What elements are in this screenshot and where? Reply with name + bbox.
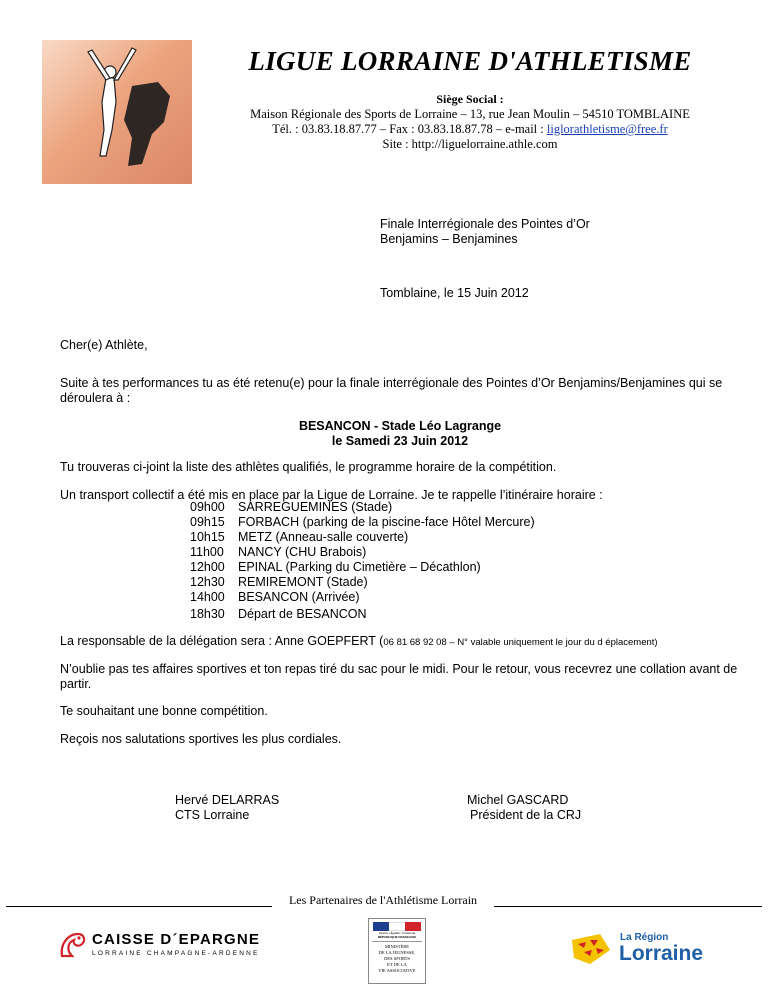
- caisse-name: CAISSE D´EPARGNE: [92, 931, 261, 948]
- schedule-time: 14h00: [190, 590, 225, 604]
- schedule-row: [190, 515, 535, 530]
- org-title: LIGUE LORRAINE D'ATHLETISME: [248, 46, 692, 76]
- reminder-paragraph: N’oublie pas tes affaires sportives et ton repas tiré du sac pour le midi. Pour le retour, vous recevrez une collation avant de partir.: [60, 662, 738, 691]
- footer-divider-left: [6, 906, 272, 907]
- intro-paragraph: Suite à tes performances tu as été retenu(e) pour la finale interrégionale des Pointes d’Or Benjamins/Benjamines qui se déroulera à :: [60, 376, 723, 405]
- attachments-paragraph: Tu trouveras ci-joint la liste des athlètes qualifiés, le programme horaire de la compétition.: [60, 460, 557, 474]
- date-line: Tomblaine, le 15 Juin 2012: [380, 286, 529, 300]
- schedule-place: METZ (Anneau-salle couverte): [238, 530, 409, 544]
- schedule-row: [190, 560, 535, 575]
- region-emblem-icon: [570, 932, 612, 966]
- ministry-logo: [368, 918, 426, 984]
- schedule-time: 09h00: [190, 500, 225, 514]
- transport-intro: Un transport collectif a été mis en place par la Ligue de Lorraine. Je te rappelle l’itinéraire horaire :: [60, 488, 603, 502]
- signature-name: Hervé DELARRAS: [175, 793, 280, 807]
- return-place: Départ de BESANCON: [238, 607, 367, 621]
- signature-role: CTS Lorraine: [175, 808, 250, 822]
- ministry-name: MINISTÈRE DE LA JEUNESSE, DES SPORTS ET DE LA VIE ASSOCIATIVE: [378, 944, 416, 973]
- schedule-place: FORBACH (parking de la piscine-face Hôtel Mercure): [238, 515, 535, 529]
- schedule-place: SARREGUEMINES (Stade): [238, 500, 393, 514]
- contact-prefix: Tél. : 03.83.18.87.77 – Fax : 03.83.18.87.78 – e-mail :: [272, 122, 547, 136]
- schedule-time: 11h00: [190, 545, 224, 559]
- seat-block: [200, 92, 740, 152]
- subject-line-1: Finale Interrégionale des Pointes d’Or: [380, 217, 590, 231]
- caisse-sub: LORRAINE CHAMPAGNE-ARDENNE: [92, 950, 260, 957]
- schedule-time: 09h15: [190, 515, 225, 529]
- email-link[interactable]: liglorathletisme@free.fr: [546, 122, 668, 136]
- delegation-phone-note: 06 81 68 92 08 – N° valable uniquement le jour du d éplacement): [383, 637, 658, 648]
- subject-block: [380, 217, 590, 247]
- signature-right: [467, 793, 581, 823]
- subject-line-2: Benjamins – Benjamines: [380, 232, 518, 246]
- venue-block: [60, 419, 740, 449]
- schedule-place: BESANCON (Arrivée): [238, 590, 360, 604]
- site-line[interactable]: Site : http://liguelorraine.athle.com: [382, 137, 558, 151]
- delegation-text: La responsable de la délégation sera : Anne GOEPFERT (: [60, 634, 384, 648]
- ministry-motto: Liberté • Égalité • Fraternité: [378, 931, 416, 935]
- region-small-label: La Région: [620, 932, 669, 943]
- return-time: 18h30: [190, 607, 225, 621]
- address-line: Maison Régionale des Sports de Lorraine – 13, rue Jean Moulin – 54510 TOMBLAINE: [250, 107, 690, 121]
- signature-name: Michel GASCARD: [467, 793, 569, 807]
- schedule-time: 10h15: [190, 530, 225, 544]
- region-lorraine-logo: [570, 930, 750, 970]
- signature-left: [175, 793, 279, 823]
- schedule-place: REMIREMONT (Stade): [238, 575, 368, 589]
- ministry-republic: RÉPUBLIQUE FRANÇAISE: [377, 935, 416, 939]
- venue-line-1: BESANCON - Stade Léo Lagrange: [298, 419, 502, 433]
- schedule-row: [190, 545, 535, 560]
- caisse-epargne-logo: [58, 928, 318, 964]
- schedule-row: [190, 590, 535, 605]
- signature-role: Président de la CRJ: [470, 808, 582, 822]
- schedule-row: [190, 530, 535, 545]
- french-flag-icon: [373, 922, 421, 931]
- return-row: [190, 607, 367, 622]
- partners-label: Les Partenaires de l'Athlétisme Lorrain: [288, 893, 478, 907]
- schedule-place: EPINAL (Parking du Cimetière – Décathlon): [238, 560, 481, 574]
- wish-line: Te souhaitant une bonne compétition.: [60, 704, 268, 718]
- schedule-row: [190, 500, 535, 515]
- region-big-label: Lorraine: [619, 942, 704, 965]
- venue-line-2: le Samedi 23 Juin 2012: [331, 434, 469, 448]
- footer-divider-right: [494, 906, 762, 907]
- salutation: Cher(e) Athlète,: [60, 338, 148, 352]
- closing-line: Reçois nos salutations sportives les plus cordiales.: [60, 732, 342, 746]
- schedule-list: [190, 500, 535, 605]
- squirrel-icon: [58, 930, 88, 960]
- contact-line: [200, 122, 740, 137]
- seat-label: Siège Social :: [436, 92, 504, 106]
- schedule-time: 12h00: [190, 560, 225, 574]
- schedule-place: NANCY (CHU Brabois): [238, 545, 367, 559]
- league-logo: [40, 38, 210, 188]
- schedule-row: [190, 575, 535, 590]
- schedule-time: 12h30: [190, 575, 225, 589]
- delegation-line: [60, 634, 740, 650]
